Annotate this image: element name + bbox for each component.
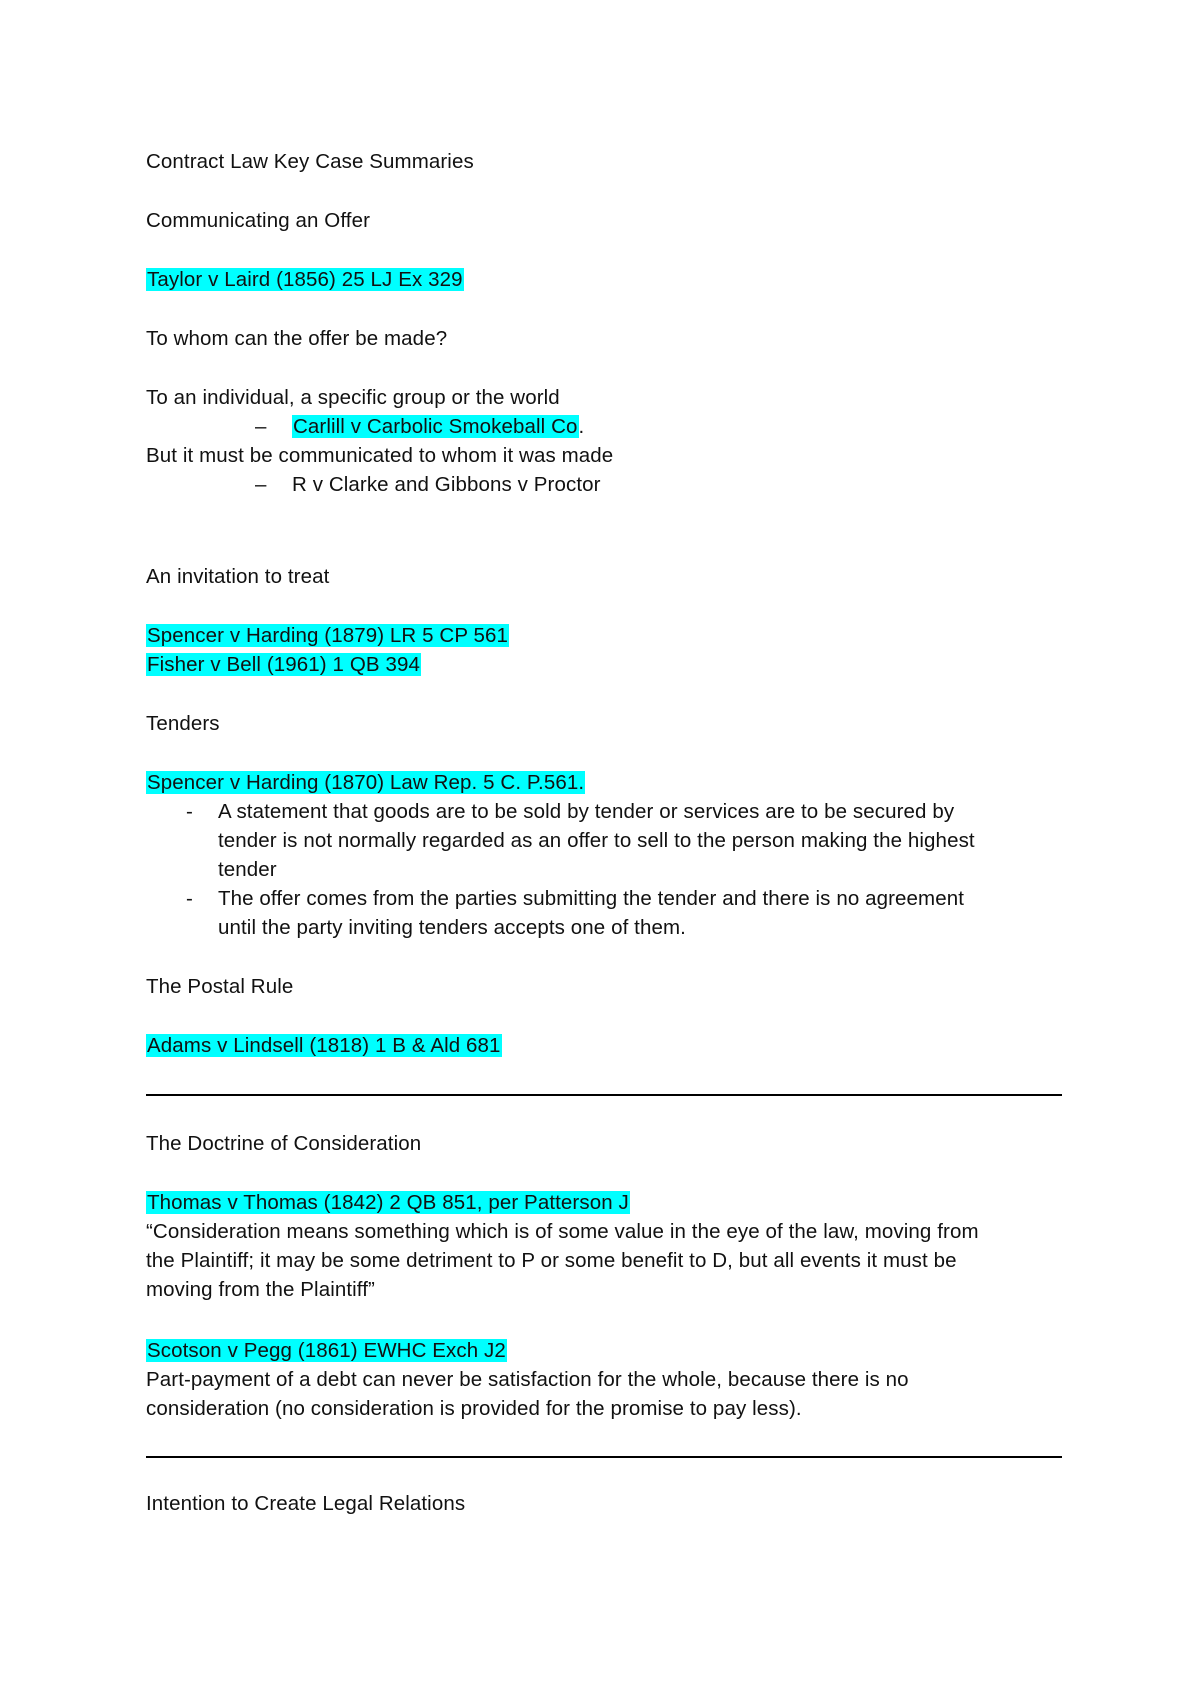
case-highlight: Fisher v Bell (1961) 1 QB 394 bbox=[147, 653, 420, 676]
bullet-marker: - bbox=[186, 800, 193, 823]
case-highlight: Adams v Lindsell (1818) 1 B & Ald 681 bbox=[147, 1034, 501, 1057]
case-highlight: Taylor v Laird (1856) 25 LJ Ex 329 bbox=[147, 268, 463, 291]
document-title: Contract Law Key Case Summaries bbox=[146, 150, 474, 173]
case-citation bbox=[146, 266, 464, 294]
body-text: consideration (no consideration is provided for the promise to pay less). bbox=[146, 1397, 802, 1420]
horizontal-rule bbox=[146, 1456, 1062, 1458]
sub-item: R v Clarke and Gibbons v Proctor bbox=[292, 473, 601, 496]
section-heading-consideration: The Doctrine of Consideration bbox=[146, 1132, 422, 1155]
case-highlight: Spencer v Harding (1870) Law Rep. 5 C. P.561. bbox=[147, 771, 585, 794]
bullet-text: tender bbox=[218, 858, 277, 881]
bullet-marker: - bbox=[186, 887, 193, 910]
case-highlight: Scotson v Pegg (1861) EWHC Exch J2 bbox=[147, 1339, 506, 1362]
body-line: But it must be communicated to whom it was made bbox=[146, 444, 614, 467]
dash-marker: – bbox=[255, 415, 267, 438]
quote-text: “Consideration means something which is of some value in the eye of the law, moving from bbox=[146, 1220, 979, 1243]
case-citation bbox=[146, 769, 585, 797]
sub-item-tail: . bbox=[578, 415, 585, 438]
body-line: To an individual, a specific group or the world bbox=[146, 386, 560, 409]
case-citation bbox=[146, 1337, 507, 1365]
section-heading-intention: Intention to Create Legal Relations bbox=[146, 1492, 466, 1515]
quote-text: moving from the Plaintiff” bbox=[146, 1278, 375, 1301]
bullet-text: The offer comes from the parties submitting the tender and there is no agreement bbox=[218, 887, 965, 910]
question-text: To whom can the offer be made? bbox=[146, 327, 448, 350]
section-heading-tenders: Tenders bbox=[146, 712, 220, 735]
section-heading-invitation-to-treat: An invitation to treat bbox=[146, 565, 330, 588]
case-citation bbox=[146, 622, 509, 650]
bullet-text: until the party inviting tenders accepts one of them. bbox=[218, 916, 686, 939]
dash-marker: – bbox=[255, 473, 267, 496]
bullet-text: tender is not normally regarded as an offer to sell to the person making the highest bbox=[218, 829, 975, 852]
horizontal-rule bbox=[146, 1094, 1062, 1096]
body-text: Part-payment of a debt can never be satisfaction for the whole, because there is no bbox=[146, 1368, 909, 1391]
section-heading-postal-rule: The Postal Rule bbox=[146, 975, 294, 998]
sub-item bbox=[292, 413, 584, 441]
case-citation bbox=[146, 651, 421, 679]
case-highlight: Thomas v Thomas (1842) 2 QB 851, per Patterson J bbox=[147, 1191, 629, 1214]
bullet-text: A statement that goods are to be sold by tender or services are to be secured by bbox=[218, 800, 955, 823]
section-heading-communicating-offer: Communicating an Offer bbox=[146, 209, 371, 232]
case-highlight: Carlill v Carbolic Smokeball Co bbox=[293, 415, 578, 438]
case-highlight: Spencer v Harding (1879) LR 5 CP 561 bbox=[147, 624, 509, 647]
case-citation bbox=[146, 1032, 502, 1060]
quote-text: the Plaintiff; it may be some detriment to P or some benefit to D, but all events it must be bbox=[146, 1249, 957, 1272]
case-citation bbox=[146, 1189, 630, 1217]
